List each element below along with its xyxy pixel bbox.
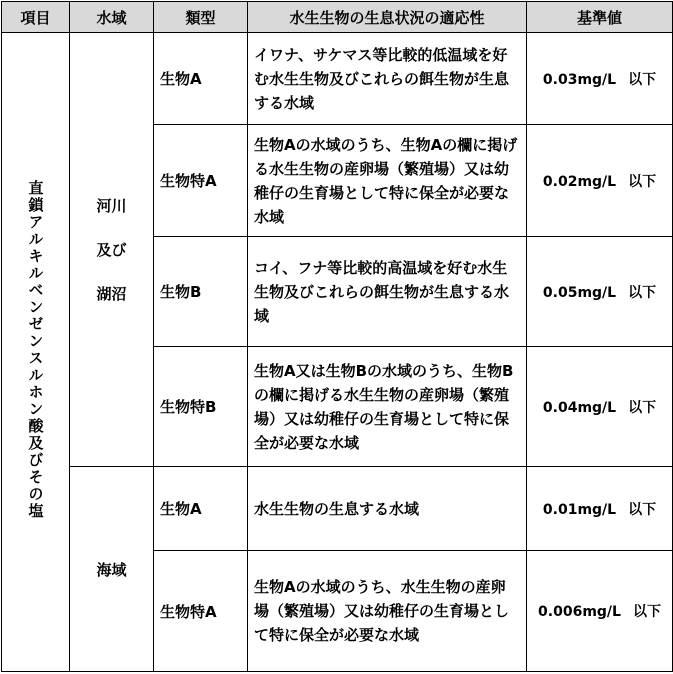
type-cell: 生物B: [154, 237, 248, 347]
standard-suffix: 以下: [632, 604, 661, 620]
area-sea: 海域: [70, 467, 154, 672]
condition-cell: コイ、フナ等比較的高温域を好む水生生物及びこれらの餌生物が生息する水域: [248, 237, 527, 347]
item-name-cell: [2, 33, 70, 672]
condition-cell: イワナ、サケマス等比較的低温域を好む水生生物及びこれらの餌生物が生息する水域: [248, 33, 527, 125]
standard-value: 0.02mg/L: [542, 173, 617, 190]
standard-value: 0.04mg/L: [542, 399, 617, 416]
condition-cell: 生物Aの水域のうち、水生生物の産卵場（繁殖場）又は幼稚仔の生育場として特に保全が必要な水域: [248, 551, 527, 672]
type-cell: 生物A: [154, 33, 248, 125]
standard-value: 0.05mg/L: [542, 284, 617, 301]
standard-value: 0.01mg/L: [542, 501, 617, 518]
standard-suffix: 以下: [628, 173, 657, 190]
area-river-lake: [70, 33, 154, 467]
condition-cell: 生物A又は生物Bの水域のうち、生物Bの欄に掲げる水生生物の産卵場（繁殖場）又は幼稚仔の生育場として特に保全が必要な水域: [248, 347, 527, 467]
header-type: 類型: [154, 2, 248, 33]
standard-value: 0.03mg/L: [542, 71, 617, 88]
standard-cell: [527, 237, 673, 347]
standard-suffix: 以下: [628, 71, 657, 88]
area-river-line3: 湖沼: [96, 284, 127, 303]
header-standard: 基準値: [527, 2, 673, 33]
standard-cell: [527, 33, 673, 125]
type-cell: 生物特A: [154, 551, 248, 672]
condition-cell: 水生生物の生息する水域: [248, 467, 527, 551]
header-area: 水域: [70, 2, 154, 33]
header-row: [2, 2, 673, 33]
area-river-line1: 河川: [96, 196, 127, 215]
type-cell: 生物特A: [154, 125, 248, 237]
standard-cell: [527, 347, 673, 467]
header-condition: 水生生物の生息状況の適応性: [248, 2, 527, 33]
water-quality-standards-table: [1, 1, 673, 672]
standard-suffix: 以下: [628, 501, 657, 518]
standard-suffix: 以下: [628, 284, 657, 301]
type-cell: 生物A: [154, 467, 248, 551]
area-river-line2: 及び: [96, 240, 127, 259]
condition-cell: 生物Aの水域のうち、生物Aの欄に掲げる水生生物の産卵場（繁殖場）又は幼稚仔の生育場として特に保全が必要な水域: [248, 125, 527, 237]
header-item: 項目: [2, 2, 70, 33]
item-name: 直鎖アルキルベンゼンスルホン酸及びその塩: [26, 180, 45, 520]
standard-cell: [527, 467, 673, 551]
table-row: [2, 467, 673, 551]
standard-cell: [527, 551, 673, 672]
type-cell: 生物特B: [154, 347, 248, 467]
standard-cell: [527, 125, 673, 237]
table-row: [2, 33, 673, 125]
standard-value: 0.006mg/L: [538, 604, 621, 620]
standard-suffix: 以下: [628, 399, 657, 416]
